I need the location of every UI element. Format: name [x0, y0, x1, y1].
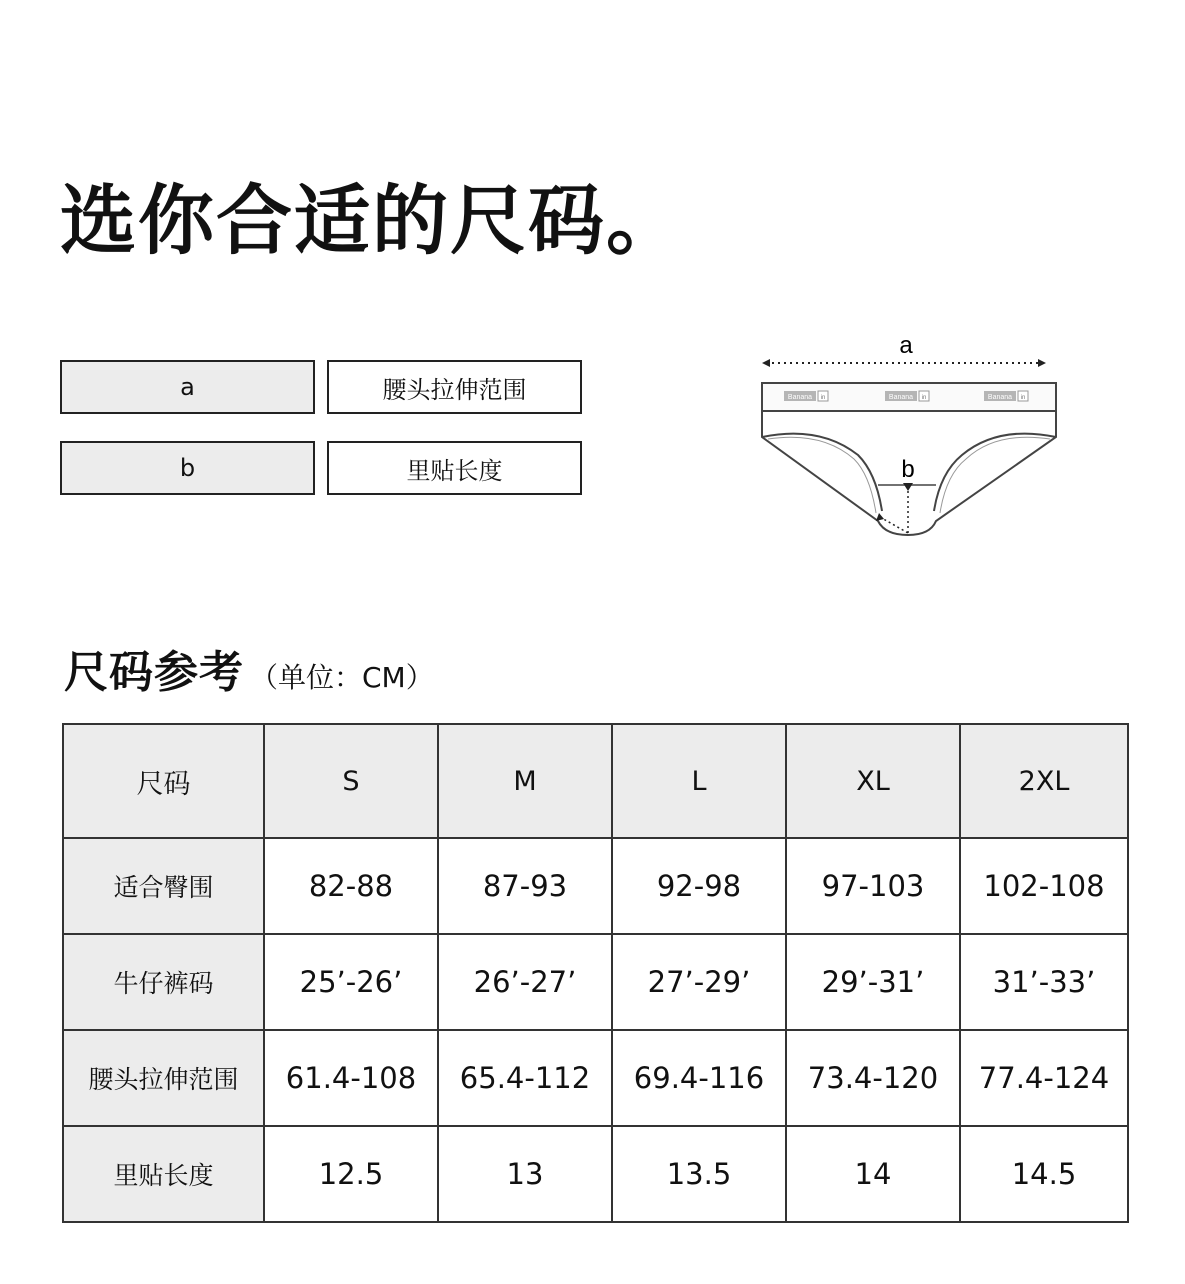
gusset-measure-line	[880, 517, 908, 533]
table-row	[63, 1030, 1128, 1126]
legend-desc-b: 里贴长度	[327, 441, 582, 495]
leg-trim-right	[940, 437, 1050, 513]
table-cell: 77.4-124	[960, 1030, 1128, 1126]
table-cell: 13.5	[612, 1126, 786, 1222]
section-title: 尺码参考	[64, 647, 244, 698]
page-title: 选你合适的尺码。	[60, 176, 684, 265]
table-header-row	[63, 724, 1128, 838]
row-label: 腰头拉伸范围	[63, 1030, 264, 1126]
table-cell: 14.5	[960, 1126, 1128, 1222]
table-cell: 27’-29’	[612, 934, 786, 1030]
table-cell: 25’-26’	[264, 934, 438, 1030]
size-header-cell: L	[612, 724, 786, 838]
table-cell: 69.4-116	[612, 1030, 786, 1126]
brand-tag-suffix: in	[1020, 395, 1026, 401]
legend-desc-a: 腰头拉伸范围	[327, 360, 582, 414]
row-label: 里贴长度	[63, 1126, 264, 1222]
table-cell: 61.4-108	[264, 1030, 438, 1126]
size-header-cell: XL	[786, 724, 960, 838]
legend-key-b: b	[60, 441, 315, 495]
size-header-cell: S	[264, 724, 438, 838]
table-cell: 31’-33’	[960, 934, 1128, 1030]
brand-tag-text: Banana	[987, 394, 1013, 401]
brand-tag-suffix: in	[921, 395, 927, 401]
briefs-diagram	[740, 325, 1070, 555]
table-row	[63, 934, 1128, 1030]
diagram-label-a: a	[899, 332, 913, 359]
table-cell: 73.4-120	[786, 1030, 960, 1126]
brand-tag-suffix: in	[820, 395, 826, 401]
table-cell: 14	[786, 1126, 960, 1222]
size-reference-heading	[64, 636, 434, 700]
diagram-label-b: b	[901, 456, 915, 483]
arrow-down-icon	[903, 483, 913, 491]
table-cell: 65.4-112	[438, 1030, 612, 1126]
arrow-right-icon	[1038, 359, 1046, 367]
size-header-cell: 2XL	[960, 724, 1128, 838]
arrow-up-icon	[876, 513, 884, 521]
legend-key-a: a	[60, 360, 315, 414]
header-cell: 尺码	[63, 724, 264, 838]
row-label: 牛仔裤码	[63, 934, 264, 1030]
unit-note: （单位：CM）	[250, 661, 434, 694]
size-table	[62, 723, 1129, 1223]
table-cell: 29’-31’	[786, 934, 960, 1030]
table-cell: 12.5	[264, 1126, 438, 1222]
table-cell: 82-88	[264, 838, 438, 934]
table-cell: 102-108	[960, 838, 1128, 934]
table-row	[63, 838, 1128, 934]
table-cell: 92-98	[612, 838, 786, 934]
table-row	[63, 1126, 1128, 1222]
table-cell: 97-103	[786, 838, 960, 934]
table-cell: 87-93	[438, 838, 612, 934]
size-header-cell: M	[438, 724, 612, 838]
leg-opening-right	[934, 434, 1056, 511]
table-cell: 13	[438, 1126, 612, 1222]
table-cell: 26’-27’	[438, 934, 612, 1030]
row-label: 适合臀围	[63, 838, 264, 934]
brand-tag-text: Banana	[888, 394, 914, 401]
leg-trim-left	[768, 437, 876, 513]
arrow-left-icon	[762, 359, 770, 367]
brand-tag-text: Banana	[787, 394, 813, 401]
